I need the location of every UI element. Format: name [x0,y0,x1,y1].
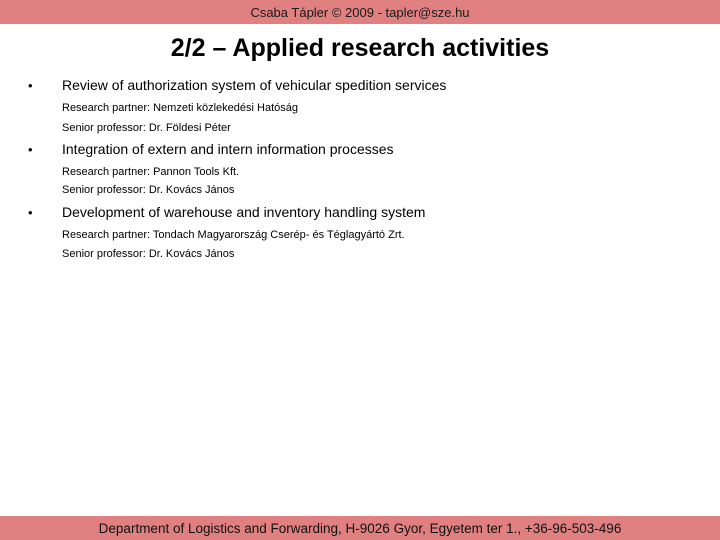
bullet-icon: • [28,78,33,93]
bullet-icon: • [28,142,33,157]
senior-professor: Senior professor: Dr. Kovács János [62,184,235,196]
header-bar [0,0,720,24]
research-partner: Research partner: Nemzeti közlekedési Hatóság [62,102,299,114]
research-partner: Research partner: Tondach Magyarország Cserép- és Téglagyártó Zrt. [62,229,405,241]
header-text: Csaba Tápler © 2009 - tapler@sze.hu [250,4,470,20]
slide-title: 2/2 – Applied research activities [170,34,550,62]
item-title: Development of warehouse and inventory handling system [62,204,426,220]
research-partner: Research partner: Pannon Tools Kft. [62,166,240,178]
item-title: Review of authorization system of vehicular spedition services [62,77,447,93]
senior-professor: Senior professor: Dr. Földesi Péter [62,122,231,134]
footer-text: Department of Logistics and Forwarding, H-9026 Gyor, Egyetem ter 1., +36-96-503-496 [98,520,622,536]
bullet-icon: • [28,205,33,220]
footer-bar [0,516,720,540]
senior-professor: Senior professor: Dr. Kovács János [62,248,235,260]
item-title: Integration of extern and intern information processes [62,141,394,157]
